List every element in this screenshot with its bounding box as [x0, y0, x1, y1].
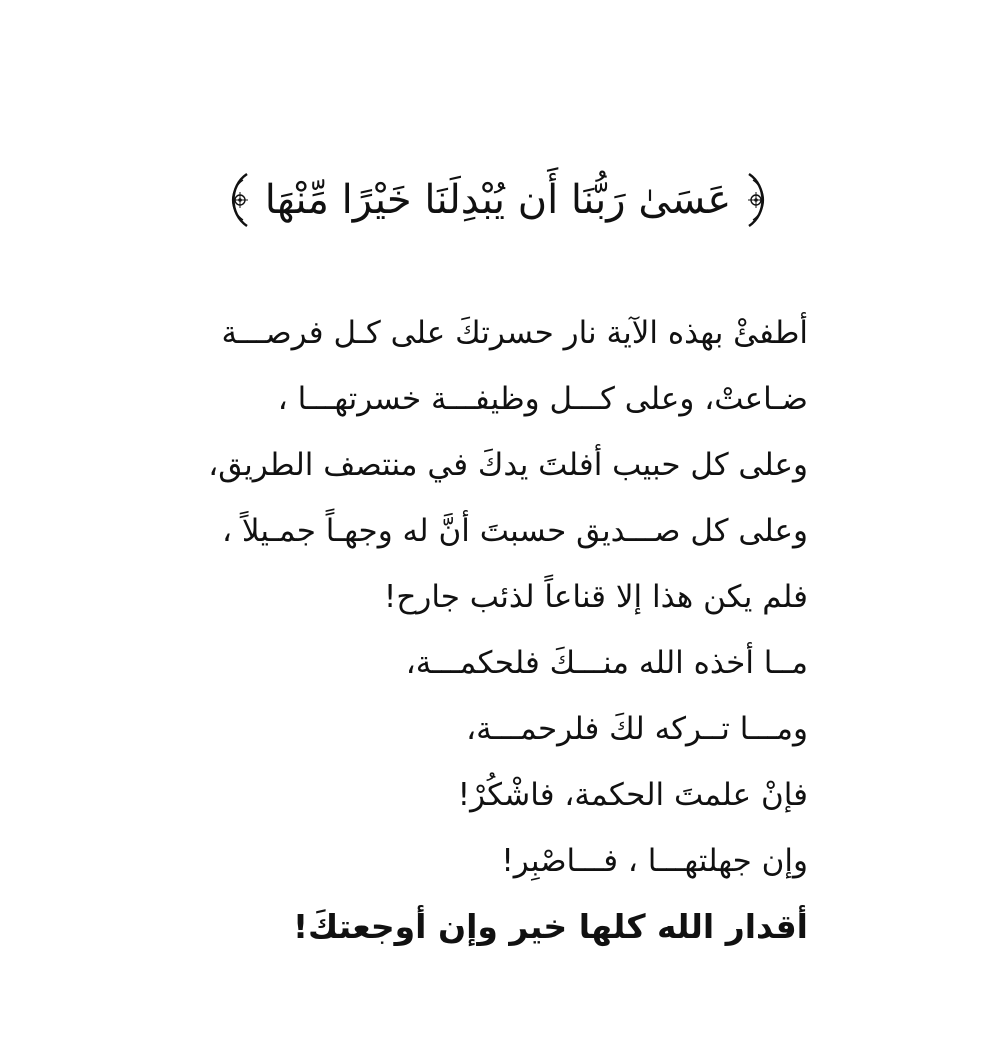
quran-verse-title [0, 160, 996, 240]
poem-line: وعلى كل حبيب أفلتَ يدكَ في منتصف الطريق، [208, 447, 808, 483]
poem-line: فلم يكن هذا إلا قناعاً لذئب جارح! [383, 579, 808, 615]
poem-line: أطفئْ بهذه الآية نار حسرتكَ على كـل فرصـــة [221, 315, 808, 351]
page-title: عَسَىٰ رَبُّنَا أَن يُبْدِلَنَا خَيْرًا مِّنْهَا [264, 177, 732, 223]
poem-line: مــا أخذه الله منـــكَ فلحكمـــة، [405, 645, 808, 681]
poem-line: ومـــا تــركه لكَ فلرحمـــة، [466, 711, 808, 747]
poem-line: وإن جهلتهـــا ، فـــاصْبِر! [501, 843, 808, 879]
ornate-bracket-left-icon [225, 172, 255, 228]
ornate-bracket-right-icon [741, 172, 771, 228]
poem-closing-line: أقدار الله كلها خير وإن أوجعتكَ! [292, 907, 808, 946]
poem-line: وعلى كل صـــديق حسبتَ أنَّ له وجهـاً جمـيلاً ، [222, 513, 808, 549]
poem-line: فإنْ علمتَ الحكمة، فاشْكُرْ! [457, 777, 808, 813]
poem-body [128, 300, 808, 960]
poem-line: ضـاعتْ، وعلى كـــل وظيفـــة خسرتهـــا ، [277, 381, 808, 417]
